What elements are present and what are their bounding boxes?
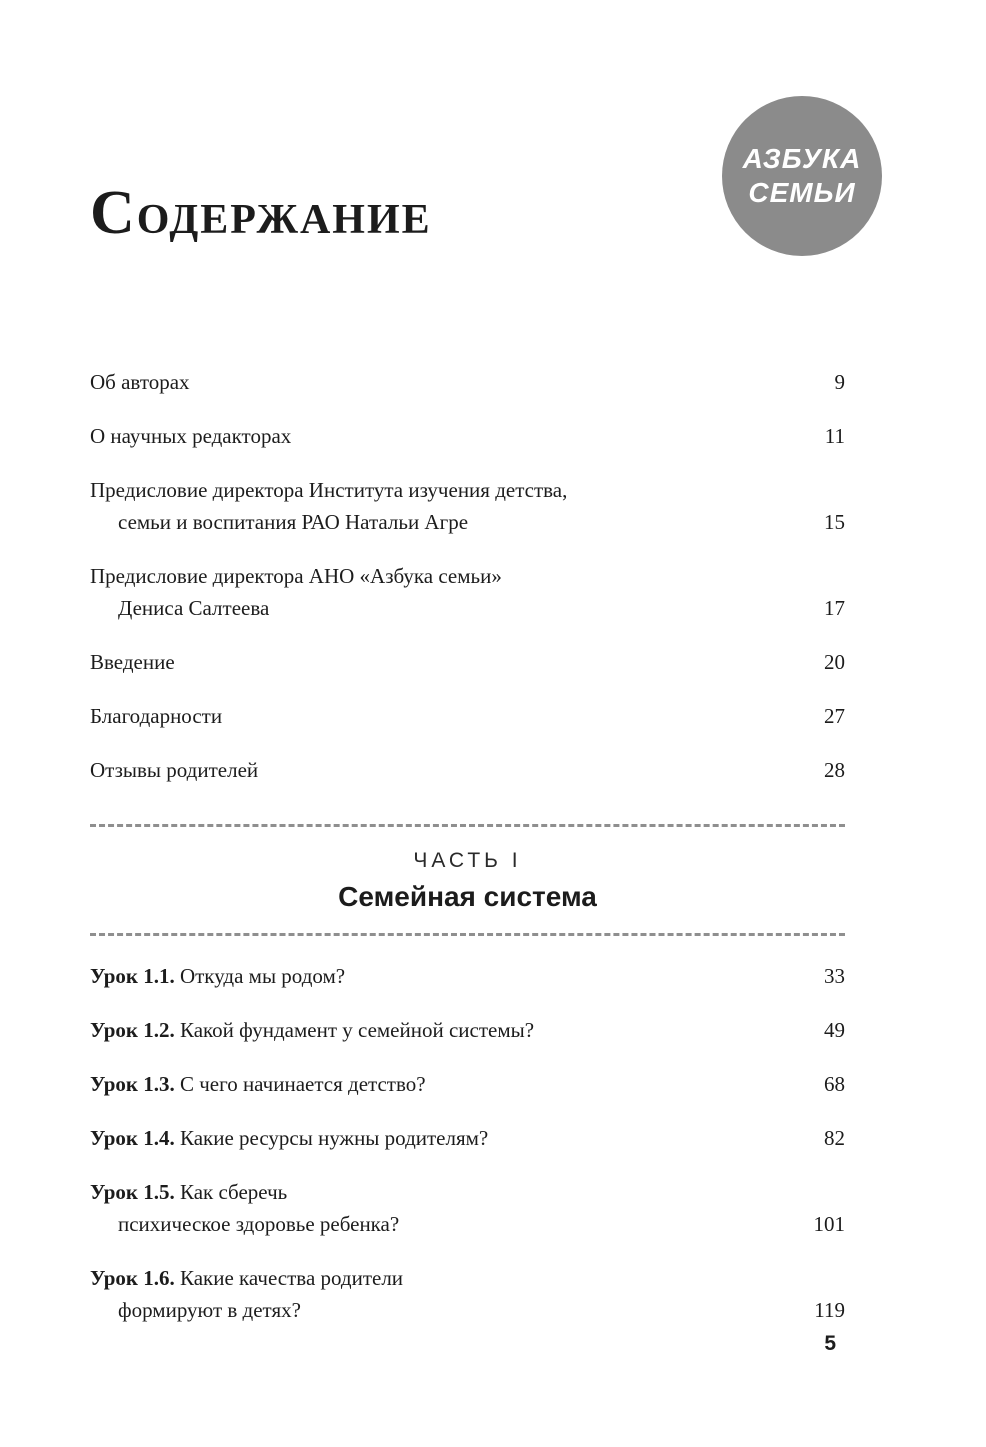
toc-entry-page: 9 bbox=[834, 370, 845, 394]
page-title-rest: ОДЕРЖАНИЕ bbox=[136, 197, 432, 243]
part-block bbox=[90, 824, 845, 936]
toc-entry-page: 17 bbox=[824, 596, 845, 620]
toc-entry bbox=[90, 1176, 845, 1240]
toc-entry-page: 15 bbox=[824, 510, 845, 534]
toc-entry-line bbox=[90, 1208, 845, 1240]
toc-entry-line bbox=[90, 754, 845, 786]
dashed-divider-bottom bbox=[90, 933, 845, 936]
toc-entry-line bbox=[90, 560, 845, 592]
toc-entry-line bbox=[90, 646, 845, 678]
toc-entry-text: Урок 1.2. Какой фундамент у семейной системы? bbox=[90, 1018, 535, 1042]
toc-entry-line bbox=[90, 1176, 845, 1208]
lesson-label: Урок 1.6. bbox=[90, 1266, 180, 1290]
part-label: ЧАСТЬ I bbox=[413, 849, 522, 872]
toc-entry-line bbox=[90, 592, 845, 624]
lesson-entries bbox=[90, 960, 845, 1326]
toc-entry-line bbox=[90, 506, 845, 538]
toc-entry bbox=[90, 646, 845, 678]
toc-entry-text: Введение bbox=[90, 650, 175, 674]
publisher-badge bbox=[722, 96, 882, 256]
toc-entry-line bbox=[90, 420, 845, 452]
toc-entry-text: Благодарности bbox=[90, 704, 223, 728]
toc-entry-line bbox=[90, 474, 845, 506]
toc-entry-text: Дениса Салтеева bbox=[118, 596, 270, 620]
toc-entry-text: Урок 1.4. Какие ресурсы нужны родителям? bbox=[90, 1126, 489, 1150]
toc-entry-text: Предисловие директора АНО «Азбука семьи» bbox=[90, 564, 502, 588]
toc-entry-text: Урок 1.5. Как сберечь bbox=[90, 1180, 288, 1204]
toc-entry bbox=[90, 960, 845, 992]
toc-entry-page: 119 bbox=[814, 1298, 845, 1322]
lesson-label: Урок 1.3. bbox=[90, 1072, 180, 1096]
toc-entry-text: Об авторах bbox=[90, 370, 190, 394]
toc-entry-page: 49 bbox=[824, 1018, 845, 1042]
toc-entry bbox=[90, 420, 845, 452]
toc-entry-line bbox=[90, 366, 845, 398]
toc-entry-text: Отзывы родителей bbox=[90, 758, 259, 782]
toc-entry-text: психическое здоровье ребенка? bbox=[118, 1212, 400, 1236]
lesson-label: Урок 1.4. bbox=[90, 1126, 180, 1150]
toc-entry-text: Урок 1.6. Какие качества родители bbox=[90, 1266, 404, 1290]
part-heading bbox=[90, 827, 845, 933]
toc-entry-page: 82 bbox=[824, 1126, 845, 1150]
toc-entry-line bbox=[90, 960, 845, 992]
front-entries bbox=[90, 366, 845, 786]
part-title: Семейная система bbox=[338, 881, 597, 912]
toc-entry bbox=[90, 1014, 845, 1046]
lesson-label: Урок 1.2. bbox=[90, 1018, 180, 1042]
toc-content bbox=[90, 366, 845, 1348]
toc-entry bbox=[90, 560, 845, 624]
toc-entry-text: Урок 1.3. С чего начинается детство? bbox=[90, 1072, 426, 1096]
toc-entry-page: 11 bbox=[824, 424, 845, 448]
toc-entry-line bbox=[90, 1262, 845, 1294]
toc-entry-page: 68 bbox=[824, 1072, 845, 1096]
toc-entry bbox=[90, 700, 845, 732]
toc-entry bbox=[90, 754, 845, 786]
toc-entry-text: О научных редакторах bbox=[90, 424, 292, 448]
toc-entry-text: Предисловие директора Института изучения детства, bbox=[90, 478, 568, 502]
toc-entry bbox=[90, 474, 845, 538]
toc-entry-text: Урок 1.1. Откуда мы родом? bbox=[90, 964, 346, 988]
toc-entry-page: 33 bbox=[824, 964, 845, 988]
badge-line1: АЗБУКА bbox=[742, 143, 862, 174]
lesson-label: Урок 1.1. bbox=[90, 964, 180, 988]
toc-entry-page: 27 bbox=[824, 704, 845, 728]
toc-entry-line bbox=[90, 1068, 845, 1100]
toc-entry-page: 20 bbox=[824, 650, 845, 674]
toc-entry bbox=[90, 366, 845, 398]
page-number: 5 bbox=[824, 1332, 836, 1355]
toc-entry-page: 101 bbox=[813, 1212, 845, 1236]
page-title bbox=[90, 179, 432, 251]
toc-entry bbox=[90, 1122, 845, 1154]
toc-entry bbox=[90, 1262, 845, 1326]
toc-entry-text: семьи и воспитания РАО Натальи Агре bbox=[118, 510, 469, 534]
toc-entry-text: формируют в детях? bbox=[118, 1298, 301, 1322]
toc-entry-line bbox=[90, 1294, 845, 1326]
toc-entry-line bbox=[90, 1014, 845, 1046]
badge-line2: СЕМЬИ bbox=[748, 177, 856, 208]
lesson-label: Урок 1.5. bbox=[90, 1180, 180, 1204]
toc-entry-line bbox=[90, 700, 845, 732]
toc-entry-line bbox=[90, 1122, 845, 1154]
page-title-initial: С bbox=[90, 179, 137, 247]
toc-entry bbox=[90, 1068, 845, 1100]
toc-entry-page: 28 bbox=[824, 758, 845, 782]
